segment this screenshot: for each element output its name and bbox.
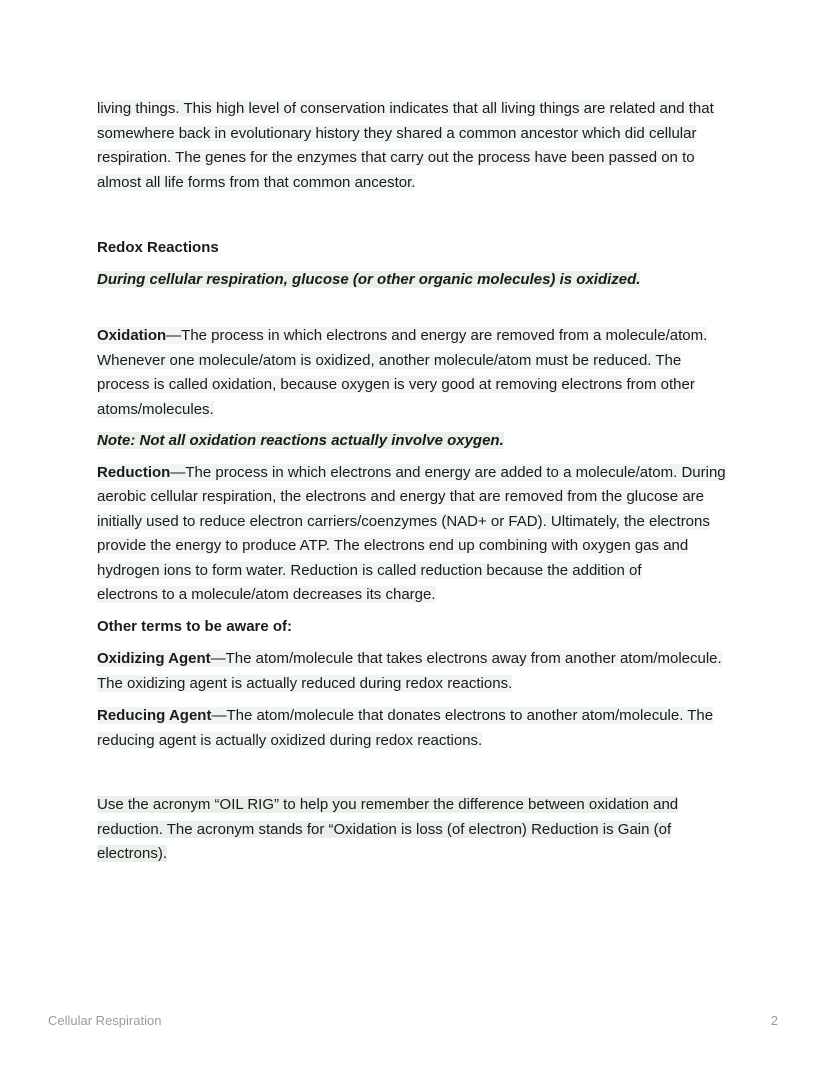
- reduction-term: Reduction: [97, 463, 171, 481]
- oxidizing-agent-paragraph: [97, 647, 731, 696]
- oil-rig-text: Use the acronym “OIL RIG” to help you remember the difference between oxidation and reduction. The acronym stands for “Oxidation is loss (of electron) Reduction is Gain (of electrons).: [97, 796, 679, 862]
- other-terms-heading-text: Other terms to be aware of:: [97, 617, 293, 635]
- intro-paragraph: [97, 97, 731, 195]
- redox-reactions-heading-text: Redox Reactions: [97, 239, 219, 256]
- redox-reactions-heading: [97, 236, 731, 261]
- other-terms-heading: [97, 615, 731, 640]
- reducing-agent-definition: —The atom/molecule that donates electrons to another atom/molecule. The reducing agent is actually oxidized during redox reactions.: [97, 707, 714, 749]
- oxidation-follow-up: Whenever one molecule/atom is oxidized, another molecule/atom must be reduced. The process is called oxidation, because oxygen is very good at removing electrons from other atoms/molecules.: [97, 351, 695, 418]
- document-content: [97, 97, 731, 874]
- reduction-paragraph: [97, 461, 731, 608]
- oxidation-paragraph: [97, 324, 731, 422]
- footer-document-title: Cellular Respiration: [48, 1013, 162, 1028]
- note-text: Note: Not all oxidation reactions actually involve oxygen.: [97, 432, 504, 449]
- footer-page-number: 2: [770, 1013, 778, 1028]
- reducing-agent-paragraph: [97, 704, 731, 753]
- reduction-definition-line2: electrons to a molecule/atom decreases its charge.: [97, 586, 436, 603]
- oxidation-definition: —The process in which electrons and energy are removed from a molecule/atom.: [166, 327, 708, 344]
- reduction-definition: —The process in which electrons and energy are added to a molecule/atom. During aerobic cellular respiration, the electrons and energy that are removed from the glucose are initially used to reduce electron carriers/coenzymes (NAD+ or FAD). Ultimately, the electrons provide the energy to produce ATP. The electrons end up combining with oxygen gas and hydrogen ions to form water. Reduction is called reduction because the addition of: [97, 463, 726, 579]
- note-paragraph: [97, 429, 731, 454]
- page-footer: [0, 1013, 828, 1031]
- oxidizing-agent-definition: —The atom/molecule that takes electrons away from another atom/molecule. The oxidizing agent is actually reduced during redox reactions.: [97, 650, 722, 692]
- oxidized-statement: [97, 268, 731, 293]
- oxidizing-agent-term: Oxidizing Agent: [97, 650, 211, 667]
- oxidized-statement-text: During cellular respiration, glucose (or other organic molecules) is oxidized.: [97, 270, 641, 288]
- oxidation-term: Oxidation: [97, 327, 167, 344]
- reducing-agent-term: Reducing Agent: [97, 707, 212, 724]
- intro-text: living things. This high level of conservation indicates that all living things are related and that somewhere back in evolutionary history they shared a common ancestor which did cellular respiration. The genes for the enzymes that carry out the process have been passed on to almost all life forms from that common ancestor.: [97, 100, 714, 191]
- oil-rig-paragraph: [97, 793, 731, 867]
